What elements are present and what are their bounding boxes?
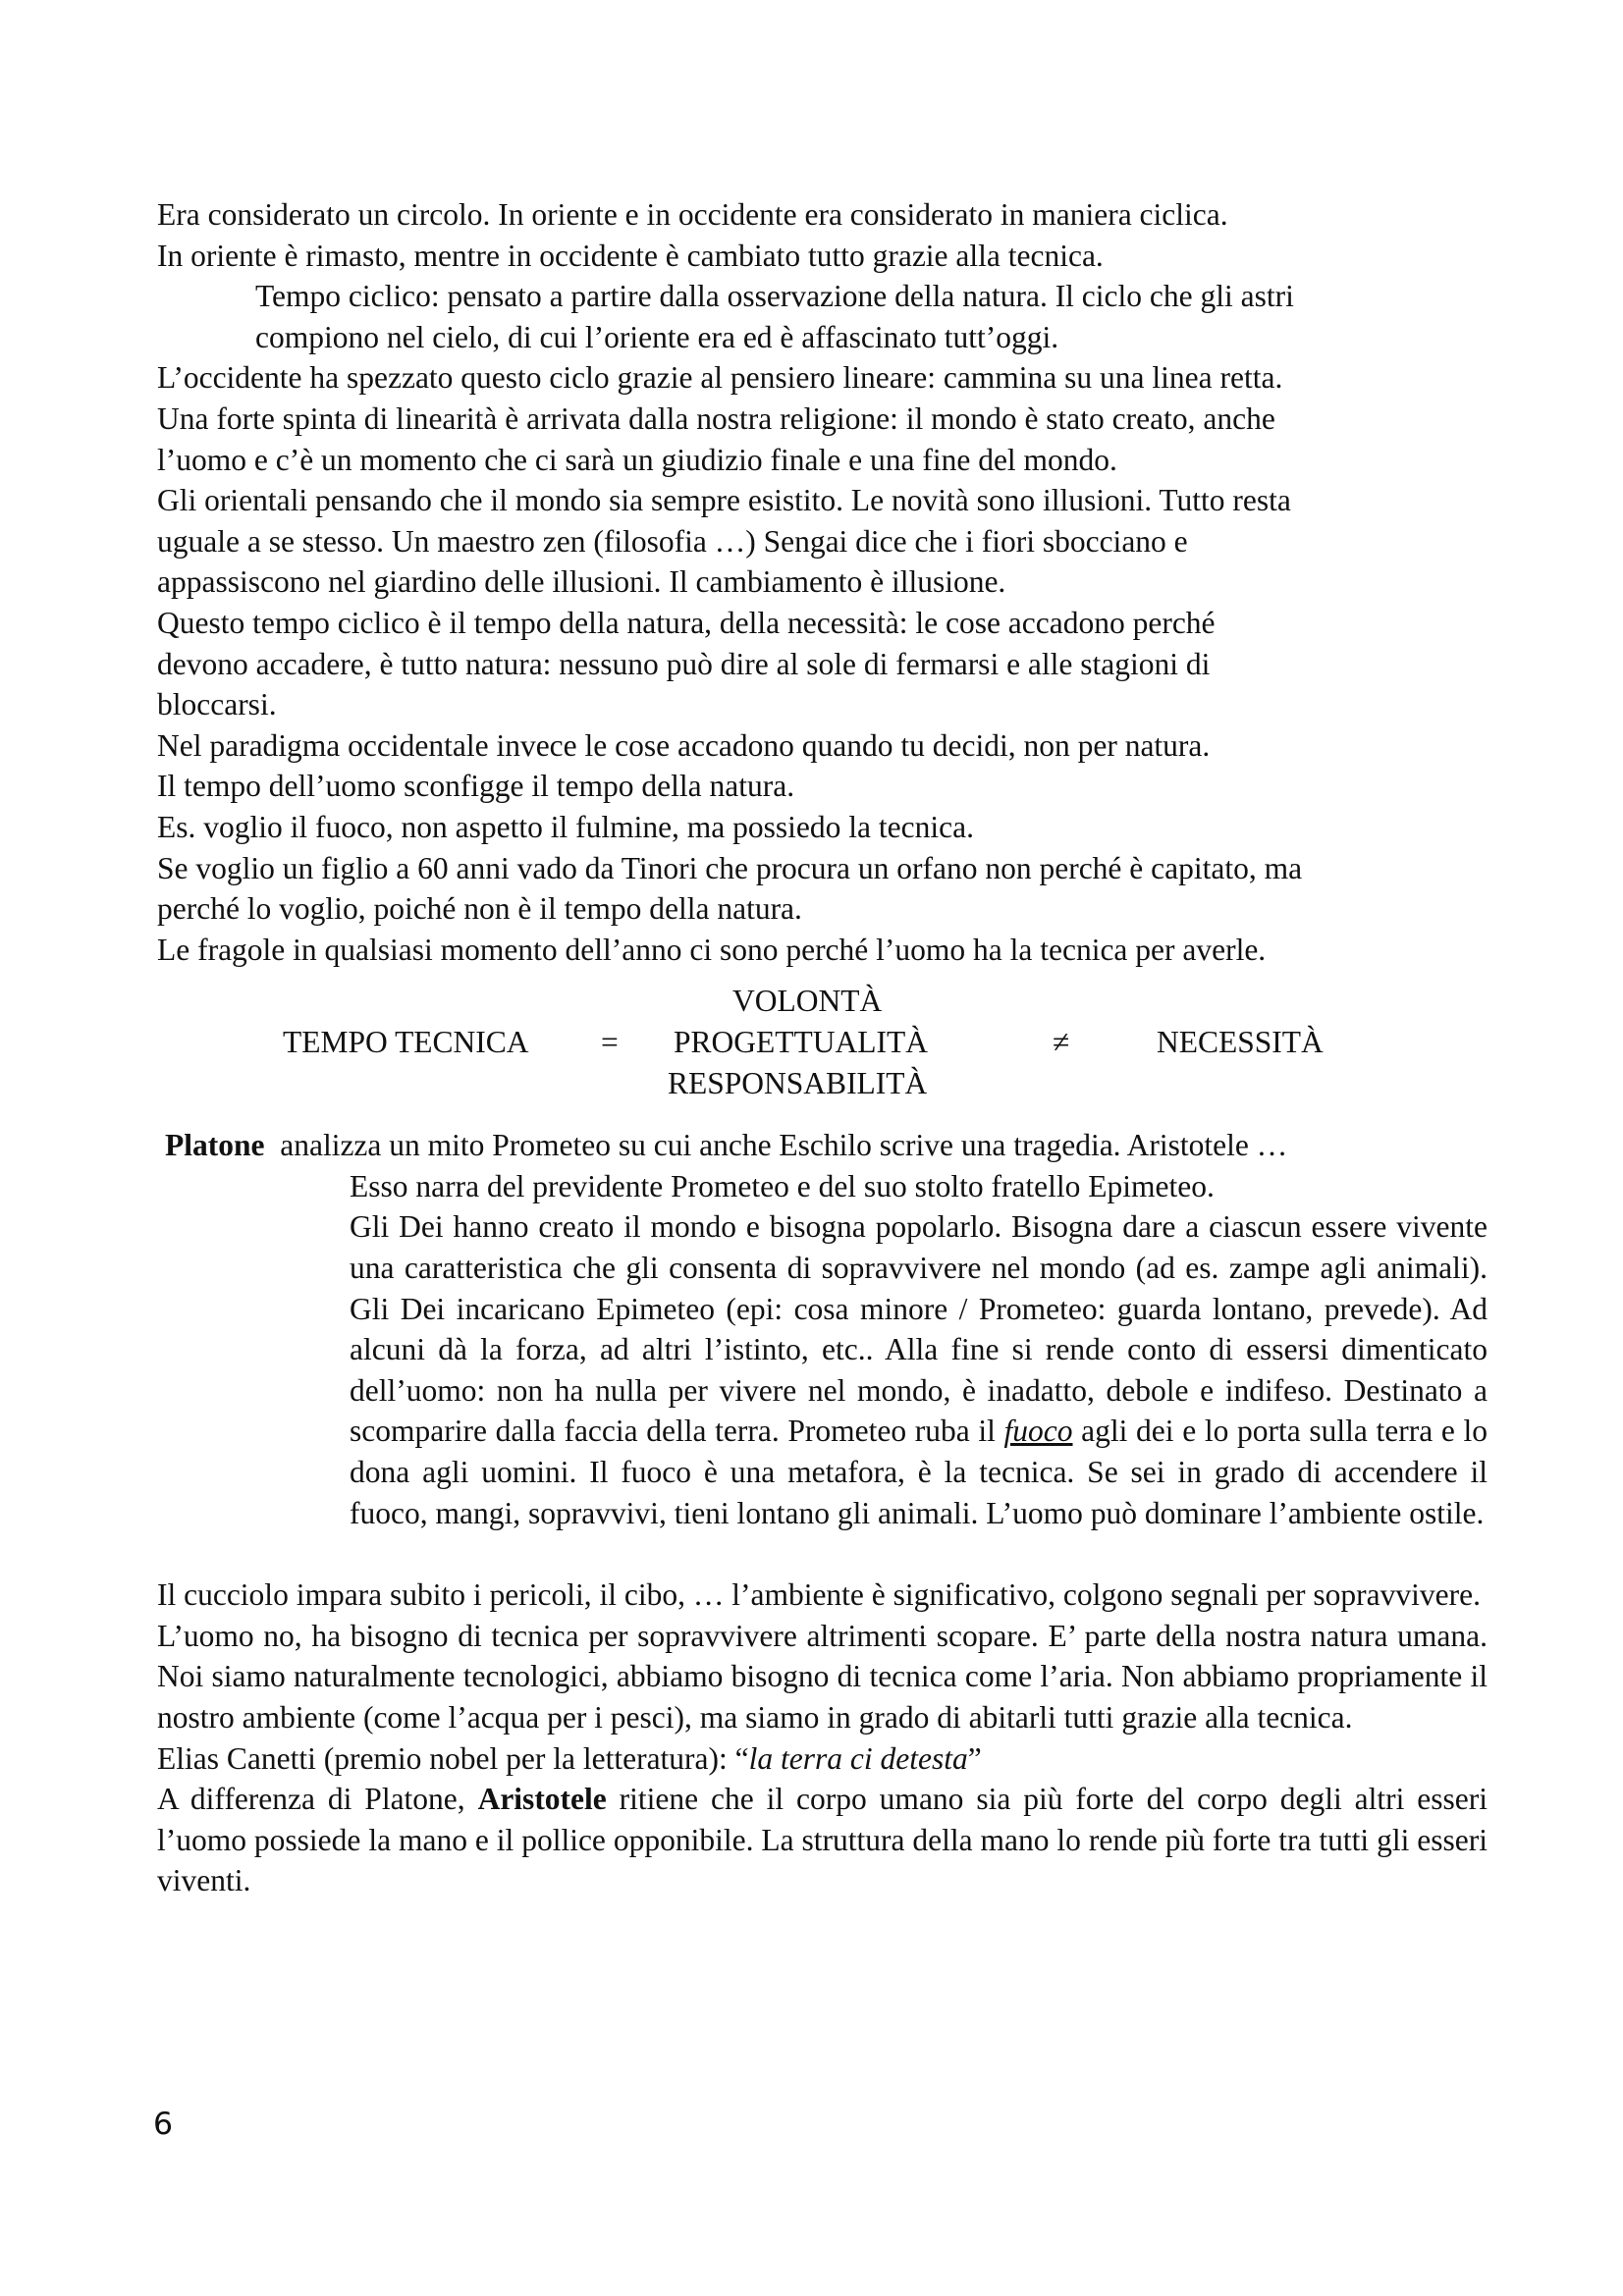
- myth-block: [157, 1166, 1488, 1533]
- canetti-close: ”: [967, 1740, 982, 1776]
- text-line: l’uomo e c’è un momento che ci sarà un giudizio finale e una fine del mondo.: [157, 442, 1117, 477]
- canetti-text: Elias Canetti (premio nobel per la letteratura): “: [157, 1740, 749, 1776]
- text-line: Una forte spinta di linearità è arrivata dalla nostra religione: il mondo è stato creato, anche: [157, 400, 1275, 436]
- text-line: Le fragole in qualsiasi momento dell’anno ci sono perché l’uomo ha la tecnica per averle.: [157, 932, 1267, 967]
- text-line: perché lo voglio, poiché non è il tempo della natura.: [157, 891, 802, 927]
- text-line: appassiscono nel giardino delle illusioni. Il cambiamento è illusione.: [157, 564, 1006, 600]
- platone-intro: [157, 1125, 1488, 1166]
- closing-paragraph-1: Il cucciolo impara subito i pericoli, il cibo, … l’ambiente è significativo, colgono segnali per sopravvivere.: [157, 1577, 1481, 1613]
- text-line: Questo tempo ciclico è il tempo della natura, della necessità: le cose accadono perché: [157, 605, 1216, 640]
- equation-not-equal: ≠: [1053, 1025, 1070, 1060]
- page-number: 6: [153, 2107, 174, 2142]
- closing-paragraph-3: [157, 1738, 1488, 1780]
- text-line: Se voglio un figlio a 60 anni vado da Tinori che procura un orfano non perché è capitato, ma: [157, 850, 1303, 885]
- platone-name: Platone: [165, 1128, 265, 1163]
- equation-right: NECESSITÀ: [1157, 1025, 1324, 1060]
- text-line: Era considerato un circolo. In oriente e in occidente era considerato in maniera ciclica.: [157, 197, 1228, 232]
- myth-paragraph-2: [350, 1206, 1488, 1533]
- equation-volonta: VOLONTÀ: [732, 984, 883, 1019]
- text-line: bloccarsi.: [157, 687, 277, 722]
- text-line: Gli orientali pensando che il mondo sia sempre esistito. Le novità sono illusioni. Tutto resta: [157, 483, 1291, 518]
- closing-paragraph-4: [157, 1779, 1488, 1901]
- myth-paragraph-1: Esso narra del previdente Prometeo e del suo stolto fratello Epimeteo.: [350, 1168, 1215, 1203]
- aristotele-intro: A differenza di Platone,: [157, 1782, 478, 1817]
- aristotele-name: Aristotele: [477, 1782, 607, 1817]
- canetti-quote: la terra ci detesta: [748, 1740, 968, 1776]
- text-line: uguale a se stesso. Un maestro zen (filosofia …) Sengai dice che i fiori sbocciano e: [157, 523, 1188, 559]
- equation-block: [157, 984, 1488, 1111]
- text-line: Es. voglio il fuoco, non aspetto il fulmine, ma possiedo la tecnica.: [157, 809, 974, 844]
- text-line: devono accadere, è tutto natura: nessuno può dire al sole di fermarsi e alle stagioni di: [157, 646, 1211, 681]
- equation-left: TEMPO TECNICA: [283, 1025, 529, 1060]
- text-line: Tempo ciclico: pensato a partire dalla osservazione della natura. Il ciclo che gli astri: [255, 279, 1294, 314]
- fuoco-word: fuoco: [1003, 1414, 1073, 1449]
- platone-intro-text: analizza un mito Prometeo su cui anche Eschilo scrive una tragedia. Aristotele …: [280, 1128, 1288, 1163]
- myth-text-after: agli dei e lo porta sulla terra e lo dona agli uomini. Il fuoco è una metafora, è la tecnica. Se sei in grado di accendere il fuoco, mangi, sopravvivi, tieni lontano gli animali. L’uomo può dominare l’ambiente ostile.: [350, 1414, 1488, 1530]
- text-line: Il tempo dell’uomo sconfigge il tempo della natura.: [157, 769, 795, 804]
- equation-progettualita: PROGETTUALITÀ: [674, 1025, 928, 1060]
- text-line: compiono nel cielo, di cui l’oriente era ed è affascinato tutt’oggi.: [255, 319, 1059, 354]
- page-body: [157, 194, 1488, 1901]
- aristotele-text: ritiene che il corpo umano sia più forte del corpo degli altri esseri l’uomo possiede la mano e il pollice opponibile. La struttura della mano lo rende più forte tra tutti gli esseri viventi.: [157, 1782, 1488, 1898]
- myth-text-before: Gli Dei hanno creato il mondo e bisogna popolarlo. Bisogna dare a ciascun essere vivente una caratteristica che gli consenta di sopravvivere nel mondo (ad es. zampe agli animali). Gli Dei incaricano Epimeteo (epi: cosa minore / Prometeo: guarda lontano, prevede). Ad alcuni dà la forza, ad altri l’istinto, etc.. Alla fine si rende conto di essersi dimenticato dell’uomo: non ha nulla per vivere nel mondo, è inadatto, debole e indifeso. Destinato a scomparire dalla faccia della terra. Prometeo ruba il: [350, 1209, 1488, 1449]
- text-line: Nel paradigma occidentale invece le cose accadono quando tu decidi, non per natura.: [157, 727, 1211, 763]
- equation-responsabilita: RESPONSABILITÀ: [668, 1066, 928, 1101]
- equation-equals: =: [601, 1025, 619, 1060]
- text-line: L’occidente ha spezzato questo ciclo grazie al pensiero lineare: cammina su una linea retta.: [157, 360, 1283, 396]
- text-line: In oriente è rimasto, mentre in occidente è cambiato tutto grazie alla tecnica.: [157, 238, 1104, 273]
- closing-paragraph-2: L’uomo no, ha bisogno di tecnica per sopravvivere altrimenti scopare. E’ parte della nostra natura umana. Noi siamo naturalmente tecnologici, abbiamo bisogno di tecnica come l’aria. Non abbiamo propriamente il nostro ambiente (come l’acqua per i pesci), ma siamo in grado di abitarli tutti grazie alla tecnica.: [157, 1618, 1488, 1735]
